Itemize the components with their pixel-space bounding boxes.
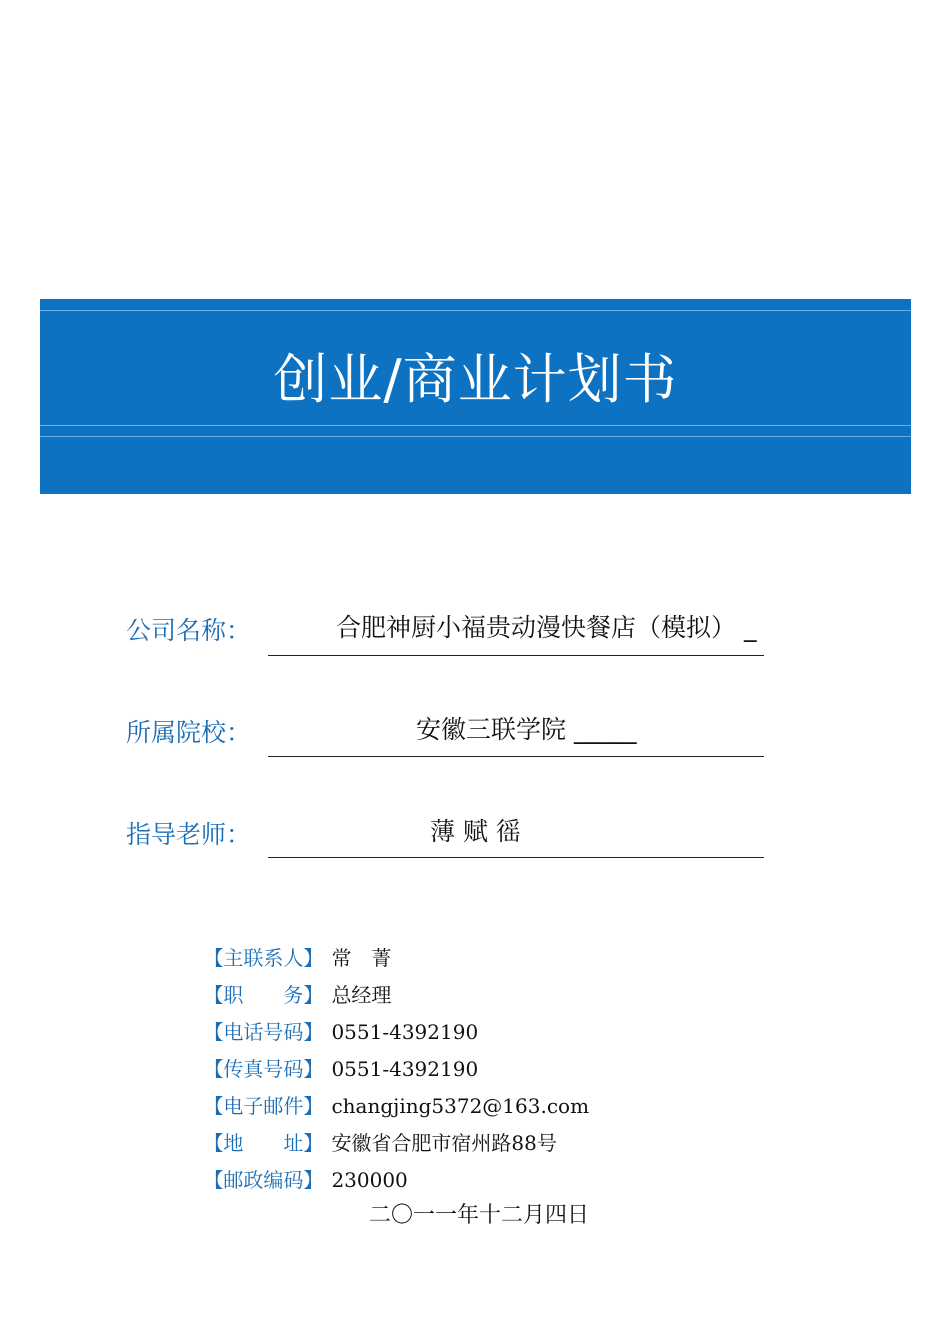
company-label: 公司名称：	[126, 616, 252, 645]
advisor-label: 指导老师：	[126, 820, 252, 849]
document-title: 创业/商业计划书	[273, 348, 678, 411]
document-date: 二〇一一年十二月四日	[368, 1203, 589, 1228]
phone-value: 0551-4392190	[331, 1020, 479, 1044]
company-underline	[268, 655, 764, 656]
contact-person-value: 常 菁	[331, 946, 392, 970]
title-banner	[40, 299, 911, 494]
school-underline	[268, 756, 764, 757]
school-value: 安徽三联学院 _____	[416, 715, 637, 744]
email-label: 【电子邮件】	[203, 1094, 324, 1118]
contact-row-person	[178, 910, 589, 970]
job-title-value: 总经理	[331, 983, 392, 1007]
fax-label: 【传真号码】	[203, 1057, 324, 1081]
advisor-underline	[268, 857, 764, 858]
contact-block	[178, 910, 590, 1192]
company-value: 合肥神厨小福贵动漫快餐店（模拟） _	[336, 613, 757, 642]
fax-value: 0551-4392190	[331, 1057, 479, 1081]
postcode-value: 230000	[331, 1168, 408, 1192]
banner-rule-middle	[40, 425, 911, 426]
job-title-label: 【职 务】	[203, 983, 324, 1007]
banner-rule-bottom	[40, 436, 911, 437]
address-value: 安徽省合肥市宿州路88号	[331, 1131, 557, 1155]
advisor-value: 薄 赋 徭	[430, 817, 521, 846]
banner-rule-top	[40, 310, 911, 311]
phone-label: 【电话号码】	[203, 1020, 324, 1044]
postcode-label: 【邮政编码】	[203, 1168, 324, 1192]
contact-person-label: 【主联系人】	[203, 946, 324, 970]
email-value: changjing5372@163.com	[331, 1094, 590, 1118]
address-label: 【地 址】	[203, 1131, 324, 1155]
school-label: 所属院校：	[126, 718, 252, 747]
